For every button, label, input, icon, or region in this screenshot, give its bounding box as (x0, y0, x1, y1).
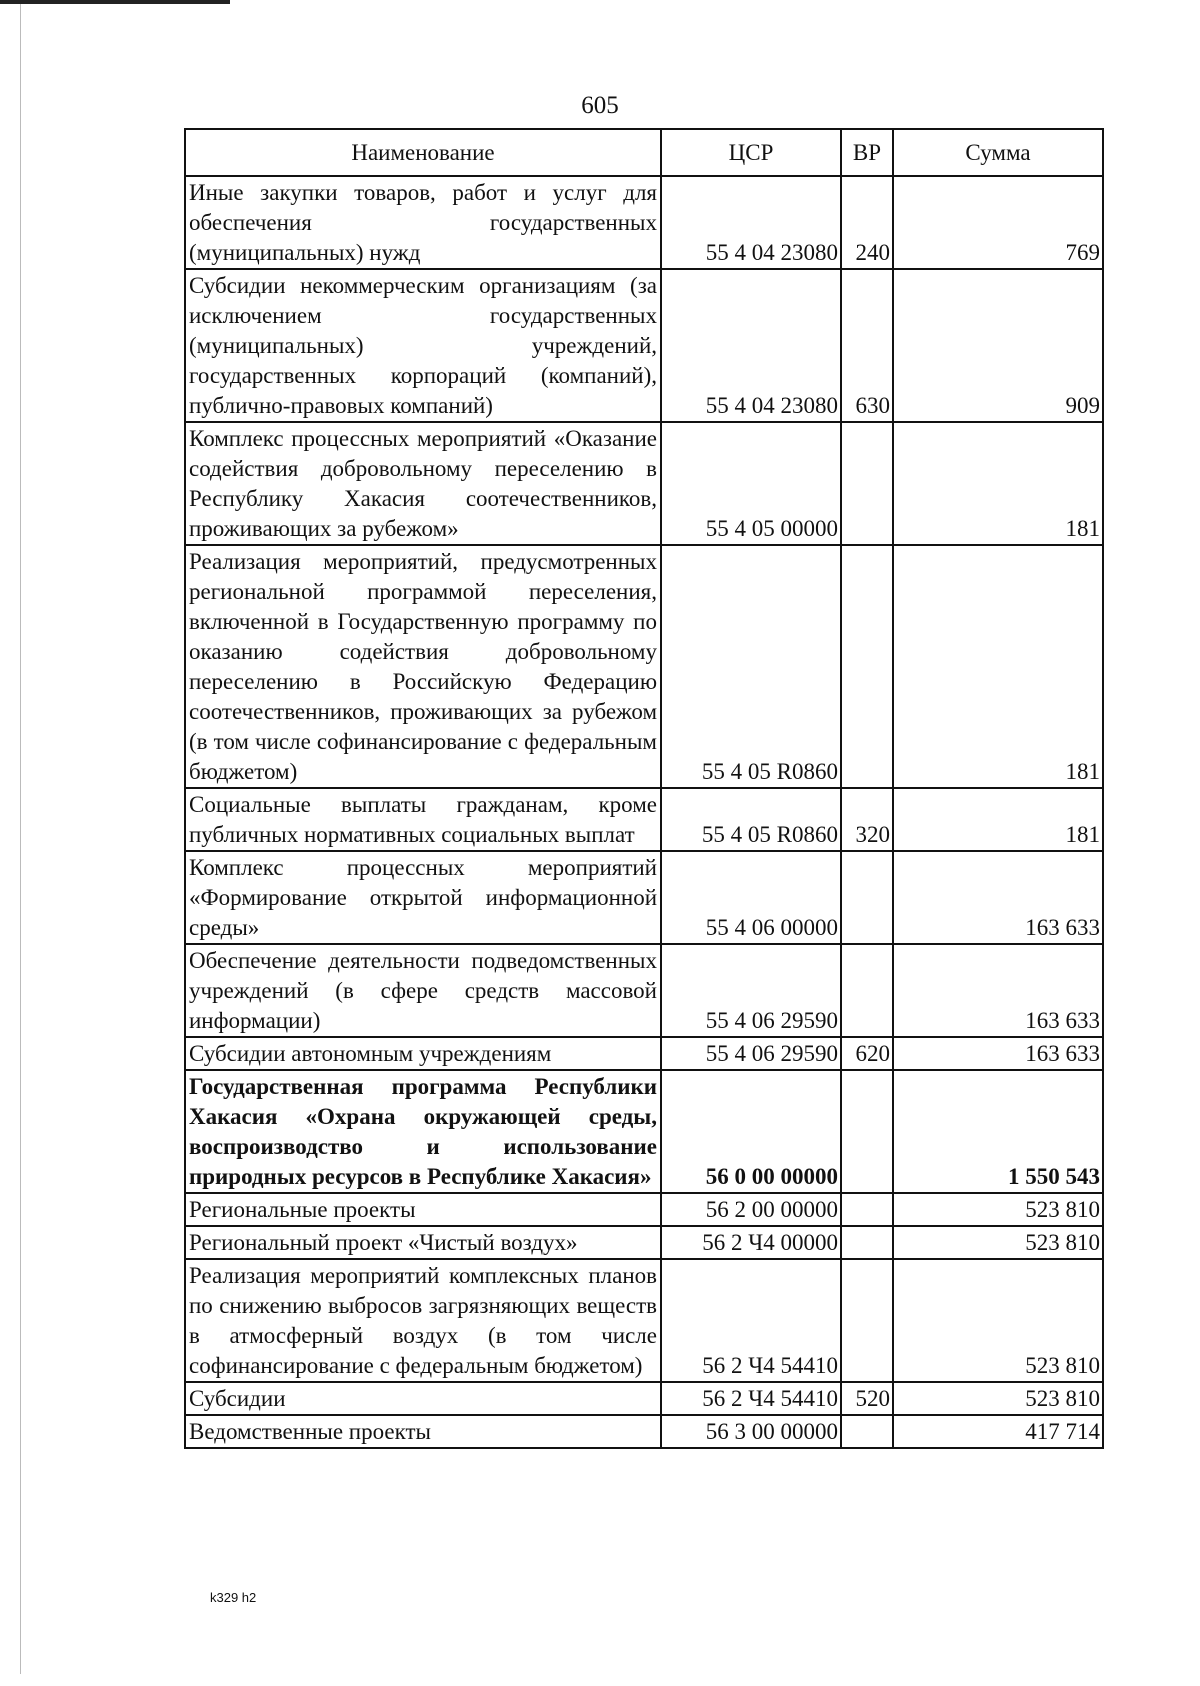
cell-name: Обеспечение деятельности подведомственных учреждений (в сфере средств массовой информации) (185, 944, 661, 1037)
cell-csr: 56 2 00 00000 (661, 1193, 841, 1226)
cell-vr: 320 (841, 788, 893, 851)
cell-vr: 240 (841, 176, 893, 269)
cell-vr (841, 1415, 893, 1448)
cell-vr: 520 (841, 1382, 893, 1415)
table-row (185, 1226, 1103, 1259)
table-row (185, 1259, 1103, 1382)
cell-csr: 55 4 05 R0860 (661, 545, 841, 788)
budget-table (184, 128, 1104, 1449)
cell-vr (841, 1259, 893, 1382)
scan-edge-line (0, 0, 230, 4)
cell-name: Социальные выплаты гражданам, кроме публичных нормативных социальных выплат (185, 788, 661, 851)
cell-csr: 55 4 06 29590 (661, 944, 841, 1037)
cell-amount: 523 810 (893, 1259, 1103, 1382)
scan-left-edge (20, 4, 21, 1674)
footer-code: k329 h2 (210, 1590, 257, 1605)
cell-amount: 417 714 (893, 1415, 1103, 1448)
cell-name: Комплекс процессных мероприятий «Оказание содействия добровольному переселению в Республику Хакасия соотечественников, проживающих за рубежом» (185, 422, 661, 545)
cell-amount: 163 633 (893, 944, 1103, 1037)
cell-name: Иные закупки товаров, работ и услуг для обеспечения государственных (муниципальных) нужд (185, 176, 661, 269)
table-row (185, 176, 1103, 269)
cell-csr: 55 4 06 29590 (661, 1037, 841, 1070)
table-row (185, 1070, 1103, 1193)
cell-amount: 1 550 543 (893, 1070, 1103, 1193)
cell-csr: 55 4 06 00000 (661, 851, 841, 944)
cell-amount: 523 810 (893, 1382, 1103, 1415)
cell-name: Региональные проекты (185, 1193, 661, 1226)
table-row (185, 851, 1103, 944)
cell-vr (841, 1226, 893, 1259)
cell-amount: 181 (893, 422, 1103, 545)
cell-name: Субсидии автономным учреждениям (185, 1037, 661, 1070)
cell-amount: 523 810 (893, 1193, 1103, 1226)
cell-csr: 56 2 Ч4 00000 (661, 1226, 841, 1259)
cell-csr: 56 2 Ч4 54410 (661, 1382, 841, 1415)
cell-csr: 55 4 04 23080 (661, 176, 841, 269)
table-row (185, 1193, 1103, 1226)
cell-vr (841, 545, 893, 788)
cell-vr (841, 1193, 893, 1226)
column-header-csr: ЦСР (661, 129, 841, 176)
table-row (185, 1415, 1103, 1448)
cell-vr (841, 944, 893, 1037)
table-row (185, 269, 1103, 422)
cell-vr (841, 851, 893, 944)
table-row (185, 1382, 1103, 1415)
cell-amount: 163 633 (893, 851, 1103, 944)
cell-amount: 909 (893, 269, 1103, 422)
cell-name: Ведомственные проекты (185, 1415, 661, 1448)
table-row (185, 1037, 1103, 1070)
cell-csr: 56 2 Ч4 54410 (661, 1259, 841, 1382)
cell-name: Субсидии некоммерческим организациям (за исключением государственных (муниципальных) учреждений, государственных корпораций (компаний), публично-правовых компаний) (185, 269, 661, 422)
cell-name: Государственная программа Республики Хакасия «Охрана окружающей среды, воспроизводство и использование природных ресурсов в Республике Хакасия» (185, 1070, 661, 1193)
cell-name: Реализация мероприятий комплексных планов по снижению выбросов загрязняющих веществ в атмосферный воздух (в том числе софинансирование с федеральным бюджетом) (185, 1259, 661, 1382)
column-header-name: Наименование (185, 129, 661, 176)
table-row (185, 422, 1103, 545)
cell-csr: 55 4 04 23080 (661, 269, 841, 422)
table-body (185, 176, 1103, 1448)
table-row (185, 545, 1103, 788)
cell-amount: 523 810 (893, 1226, 1103, 1259)
cell-amount: 181 (893, 788, 1103, 851)
cell-csr: 56 3 00 00000 (661, 1415, 841, 1448)
cell-vr (841, 1070, 893, 1193)
column-header-amount: Сумма (893, 129, 1103, 176)
cell-vr: 630 (841, 269, 893, 422)
cell-csr: 55 4 05 R0860 (661, 788, 841, 851)
cell-name: Комплекс процессных мероприятий «Формирование открытой информационной среды» (185, 851, 661, 944)
cell-name: Региональный проект «Чистый воздух» (185, 1226, 661, 1259)
table-row (185, 944, 1103, 1037)
cell-amount: 181 (893, 545, 1103, 788)
cell-amount: 769 (893, 176, 1103, 269)
table-row (185, 788, 1103, 851)
cell-vr: 620 (841, 1037, 893, 1070)
cell-amount: 163 633 (893, 1037, 1103, 1070)
cell-name: Субсидии (185, 1382, 661, 1415)
column-header-vr: ВР (841, 129, 893, 176)
cell-vr (841, 422, 893, 545)
page-number: 605 (581, 92, 619, 119)
cell-name: Реализация мероприятий, предусмотренных региональной программой переселения, включенной в Государственную программу по оказанию содействия добровольному переселению в Российскую Федерацию соотечественников, проживающих за рубежом (в том числе софинансирование с федеральным бюджетом) (185, 545, 661, 788)
cell-csr: 55 4 05 00000 (661, 422, 841, 545)
table-header-row (185, 129, 1103, 176)
cell-csr: 56 0 00 00000 (661, 1070, 841, 1193)
